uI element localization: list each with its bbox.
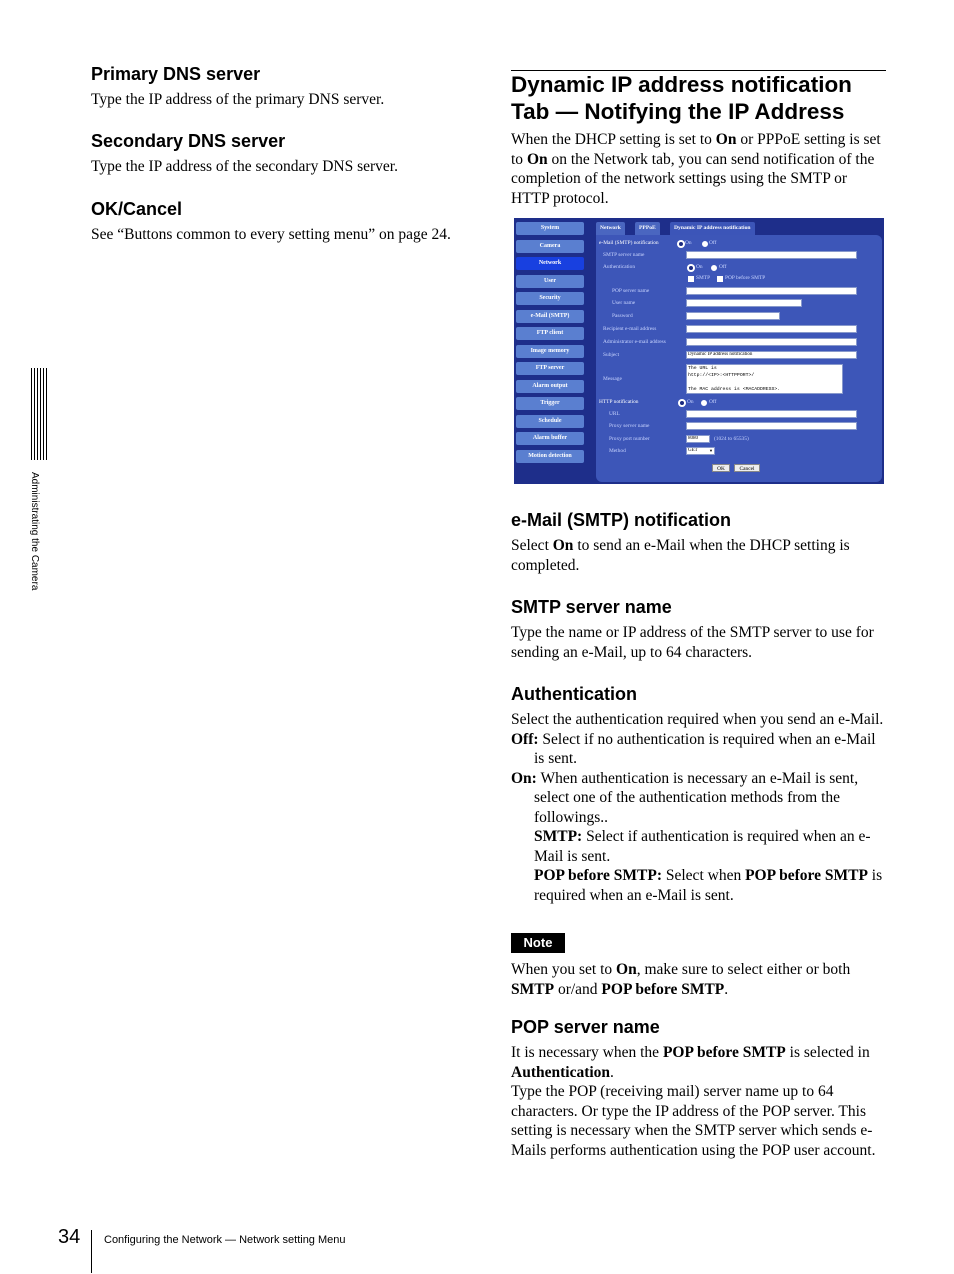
tab-network[interactable]: Network	[596, 222, 625, 235]
menu-item-alarm-buffer[interactable]: Alarm buffer	[516, 432, 584, 445]
http-off-label: Off	[709, 399, 717, 405]
section-tab-marker	[31, 368, 47, 460]
auth-off-item: Off: Select if no authentication is required when an e-Mail is sent.	[511, 730, 876, 767]
smtp-server-input[interactable]	[686, 251, 857, 259]
email-notification-label: e-Mail (SMTP) notification	[599, 240, 659, 246]
tab-pppoe[interactable]: PPPoE	[635, 222, 660, 235]
page-number: 34	[58, 1226, 81, 1248]
menu-item-alarm-output[interactable]: Alarm output	[516, 380, 584, 393]
intro-paragraph: When the DHCP setting is set to On or PPPoE setting is set to On on the Network tab, you can send notification of the completion of the network settings using the SMTP or HTTP protocol.	[511, 131, 881, 207]
cancel-button[interactable]: Cancel	[734, 464, 760, 472]
pop-server-input[interactable]	[686, 287, 857, 295]
pop-text-2: Type the POP (receiving mail) server name up to 64 characters. Or type the IP address of the POP server. This setting is necessary when the SMTP server which sends e-Mails performs authentication using the POP user account.	[511, 1083, 876, 1159]
okcancel-heading: OK/Cancel	[91, 199, 183, 219]
url-label: URL	[609, 411, 620, 417]
message-label: Message	[603, 376, 622, 382]
subject-label: Subject	[603, 352, 620, 358]
smtp-checkbox-label: SMTP	[696, 275, 711, 281]
menu-item-trigger[interactable]: Trigger	[516, 397, 584, 410]
menu-item-motion-detection[interactable]: Motion detection	[516, 450, 584, 463]
auth-on-label: On	[696, 264, 703, 270]
smtp-text: Type the name or IP address of the SMTP server to use for sending an e-Mail, up to 64 characters.	[511, 624, 874, 661]
http-off-radio[interactable]	[701, 400, 707, 406]
authentication-body	[511, 710, 886, 905]
pop-heading: POP server name	[511, 1017, 660, 1037]
http-on-label: On	[687, 399, 694, 405]
primary-dns-text: Type the IP address of the primary DNS server.	[91, 91, 385, 108]
secondary-dns-heading: Secondary DNS server	[91, 131, 286, 151]
pop-checkbox-label: POP before SMTP	[725, 275, 766, 281]
menu-item-ftp-server[interactable]: FTP server	[516, 362, 584, 375]
message-textarea[interactable]: The URL is http://<IP>:<HTTPPORT>/ The MAC address is <MACADDRESS>.	[686, 364, 843, 394]
authentication-heading: Authentication	[511, 684, 637, 704]
proxy-server-input[interactable]	[686, 422, 857, 430]
note-text: When you set to On, make sure to select either or both SMTP or/and POP before SMTP.	[511, 961, 851, 998]
email-heading: e-Mail (SMTP) notification	[511, 510, 731, 530]
auth-smtp-item: SMTP: Select if authentication is required when an e-Mail is sent.	[534, 828, 871, 865]
menu-item-ftp-client[interactable]: FTP client	[516, 327, 584, 340]
ok-button[interactable]: OK	[712, 464, 730, 472]
okcancel-text: See “Buttons common to every setting menu” on page 24.	[91, 226, 451, 243]
smtp-heading: SMTP server name	[511, 597, 672, 617]
password-input[interactable]	[686, 312, 780, 320]
note-badge: Note	[511, 933, 565, 953]
primary-dns-heading: Primary DNS server	[91, 64, 261, 84]
auth-on-radio[interactable]	[688, 265, 694, 271]
menu-item-schedule[interactable]: Schedule	[516, 415, 584, 428]
menu-item-network[interactable]: Network	[516, 257, 584, 270]
smtp-checkbox[interactable]	[688, 276, 694, 282]
method-label: Method	[609, 448, 626, 454]
footer-divider	[91, 1230, 92, 1273]
pop-text-1: It is necessary when the POP before SMTP is selected in Authentication.	[511, 1044, 870, 1081]
menu-item-system[interactable]: System	[516, 222, 584, 235]
proxy-port-range: (1024 to 65535)	[714, 436, 749, 442]
menu-item-user[interactable]: User	[516, 275, 584, 288]
menu-item-email[interactable]: e-Mail (SMTP)	[516, 310, 584, 323]
tab-dynamic-ip[interactable]: Dynamic IP address notification	[670, 222, 755, 235]
email-on-label: On	[685, 240, 692, 246]
email-on-radio[interactable]	[678, 241, 684, 247]
user-name-input[interactable]	[686, 299, 802, 307]
auth-off-radio[interactable]	[711, 265, 717, 271]
auth-pop-item: POP before SMTP: Select when POP before SMTP is required when an e-Mail is sent.	[534, 867, 883, 904]
footer-text: Configuring the Network — Network setting Menu	[104, 1234, 346, 1246]
authentication-label: Authentication	[603, 264, 636, 270]
proxy-port-label: Proxy port number	[609, 436, 650, 442]
sidebar-section-label: Administrating the Camera	[29, 472, 40, 591]
http-on-radio[interactable]	[679, 400, 685, 406]
smtp-server-label: SMTP server name	[603, 252, 645, 258]
proxy-server-label: Proxy server name	[609, 423, 650, 429]
pop-checkbox[interactable]	[717, 276, 723, 282]
subject-input[interactable]: Dynamic IP address notification	[686, 351, 857, 359]
proxy-port-input[interactable]: 8080	[686, 435, 710, 443]
auth-intro: Select the authentication required when you send an e-Mail.	[511, 711, 884, 728]
settings-menu	[516, 222, 584, 467]
settings-screenshot	[514, 218, 884, 484]
chevron-down-icon: ▼	[709, 448, 713, 453]
pop-body	[511, 1043, 886, 1160]
recipient-input[interactable]	[686, 325, 857, 333]
recipient-label: Recipient e-mail address	[603, 326, 657, 332]
user-name-label: User name	[612, 300, 636, 306]
admin-email-input[interactable]	[686, 338, 857, 346]
email-off-radio[interactable]	[702, 241, 708, 247]
auth-on-item: On: When authentication is necessary an e-Mail is sent, select one of the authentication methods from the followings..	[511, 769, 859, 826]
pop-server-label: POP server name	[612, 288, 650, 294]
auth-off-label: Off	[719, 264, 727, 270]
url-input[interactable]	[686, 410, 857, 418]
http-notification-label: HTTP notification	[599, 399, 639, 405]
settings-panel	[596, 235, 882, 482]
password-label: Password	[612, 313, 633, 319]
email-off-label: Off	[709, 240, 717, 246]
menu-item-image-memory[interactable]: Image memory	[516, 345, 584, 358]
secondary-dns-text: Type the IP address of the secondary DNS server.	[91, 158, 398, 175]
section-heading: Dynamic IP address notification Tab — Notifying the IP Address	[511, 70, 886, 125]
menu-item-security[interactable]: Security	[516, 292, 584, 305]
menu-item-camera[interactable]: Camera	[516, 240, 584, 253]
email-text: Select On to send an e-Mail when the DHCP setting is completed.	[511, 537, 850, 574]
method-select[interactable]: GET ▼	[688, 448, 713, 453]
admin-email-label: Administrator e-mail address	[603, 339, 666, 345]
